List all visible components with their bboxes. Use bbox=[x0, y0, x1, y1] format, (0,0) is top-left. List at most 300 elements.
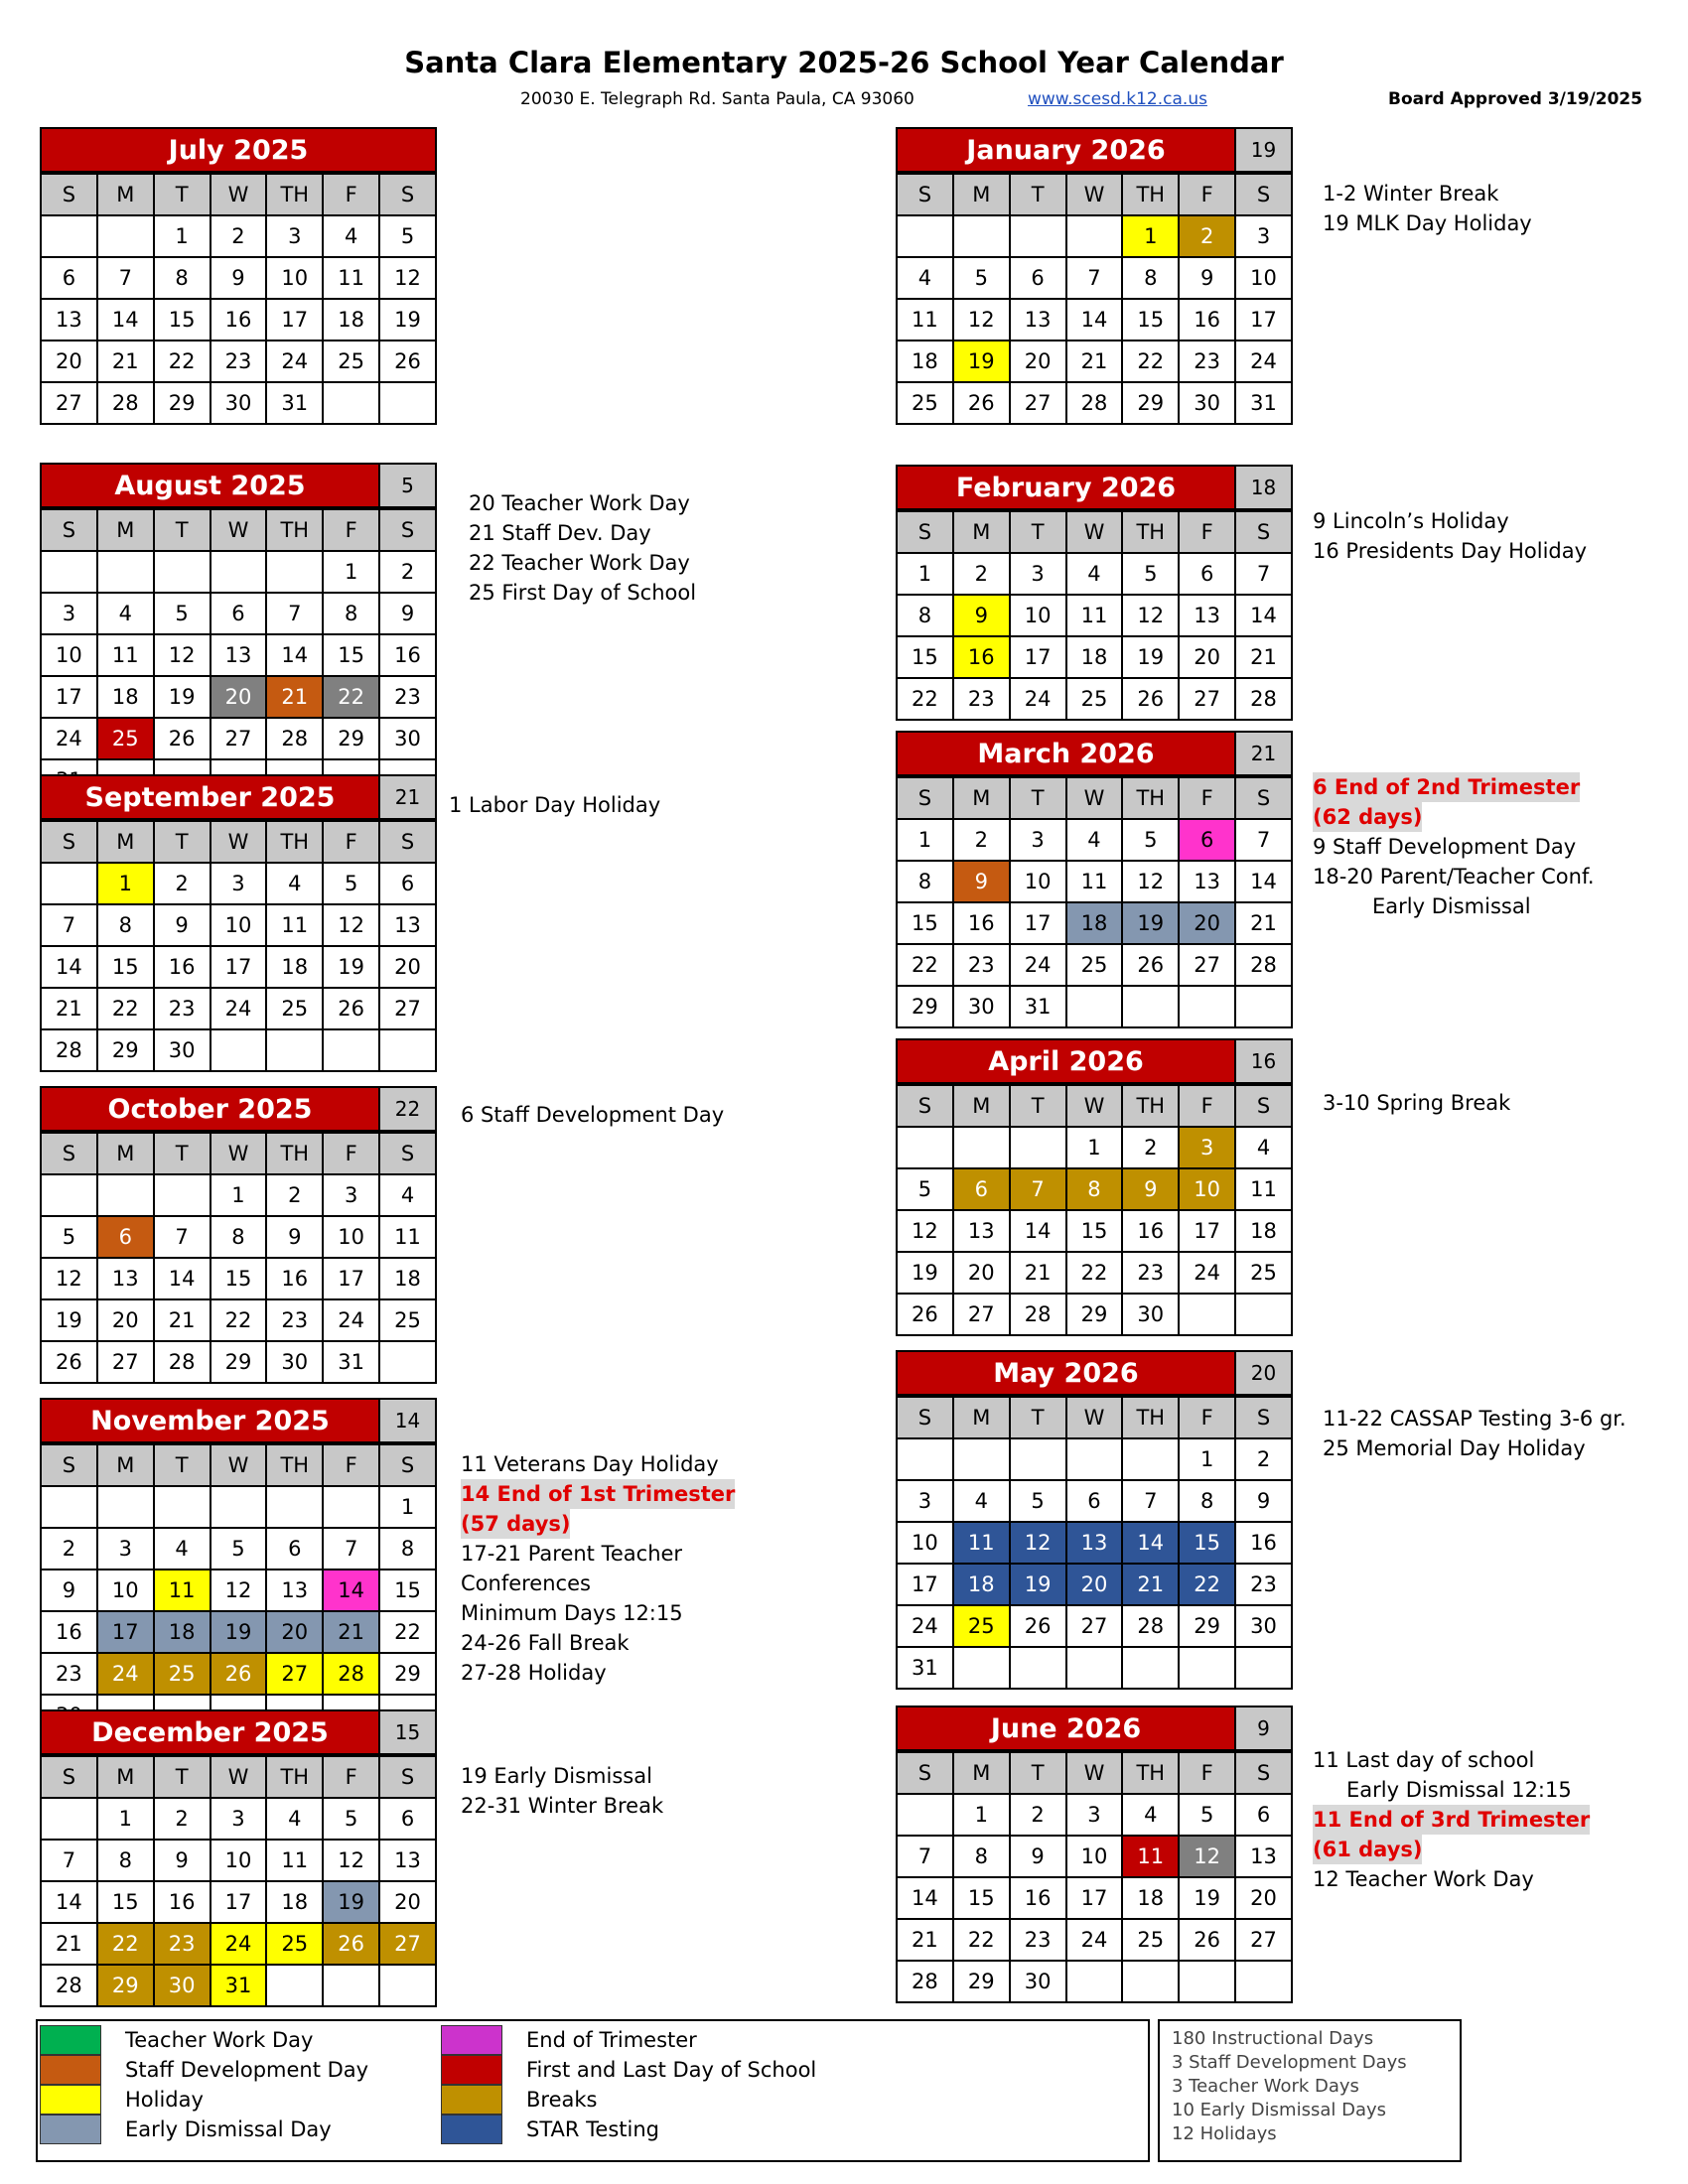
empty-cell bbox=[897, 215, 953, 257]
weekday-header: M bbox=[97, 509, 154, 551]
empty-cell bbox=[97, 1174, 154, 1216]
note-line: Early Dismissal bbox=[1372, 894, 1531, 918]
day-cell: 16 bbox=[154, 946, 211, 988]
day-cell: 28 bbox=[1235, 678, 1292, 720]
day-cell: 8 bbox=[211, 1216, 267, 1258]
weekday-header: F bbox=[1179, 511, 1235, 553]
empty-cell bbox=[211, 1486, 267, 1528]
weekday-header: TH bbox=[1122, 1085, 1179, 1127]
day-cell: 25 bbox=[1066, 678, 1123, 720]
day-cell: 29 bbox=[97, 1029, 154, 1071]
day-cell: 15 bbox=[897, 636, 953, 678]
day-cell: 17 bbox=[211, 1881, 267, 1923]
note-line: 12 Teacher Work Day bbox=[1313, 1867, 1534, 1891]
day-totals bbox=[1158, 2019, 1462, 2162]
day-cell: 19 bbox=[41, 1299, 97, 1341]
day-cell: 23 bbox=[953, 678, 1010, 720]
day-cell: 1 bbox=[379, 1486, 436, 1528]
day-cell: 17 bbox=[1010, 636, 1066, 678]
weekday-header: W bbox=[1066, 777, 1123, 819]
day-cell: 14 bbox=[897, 1877, 953, 1919]
day-cell: 25 bbox=[266, 1923, 323, 1965]
day-cell: 3 bbox=[1010, 819, 1066, 861]
day-cell: 8 bbox=[953, 1836, 1010, 1877]
empty-cell bbox=[1122, 1961, 1179, 2002]
day-cell: 10 bbox=[97, 1570, 154, 1611]
day-cell: 20 bbox=[97, 1299, 154, 1341]
month-title: April 2026 bbox=[896, 1038, 1236, 1084]
total-line: 3 Teacher Work Days bbox=[1172, 2076, 1359, 2097]
empty-cell bbox=[1179, 1647, 1235, 1689]
day-cell: 22 bbox=[379, 1611, 436, 1653]
day-cell: 30 bbox=[1010, 1961, 1066, 2002]
day-cell: 7 bbox=[1122, 1480, 1179, 1522]
weekday-header: F bbox=[323, 174, 379, 215]
weekday-header: M bbox=[953, 777, 1010, 819]
day-cell: 16 bbox=[379, 634, 436, 676]
day-cell: 14 bbox=[41, 946, 97, 988]
weekday-header: M bbox=[953, 174, 1010, 215]
month-grid bbox=[40, 1755, 437, 2007]
weekday-header: S bbox=[897, 1085, 953, 1127]
day-cell: 7 bbox=[1235, 819, 1292, 861]
note-line: 9 Staff Development Day bbox=[1313, 835, 1577, 859]
day-cell: 7 bbox=[154, 1216, 211, 1258]
board-approved-date: Board Approved 3/19/2025 bbox=[1388, 89, 1643, 109]
month-december-2025 bbox=[40, 1709, 437, 2007]
day-cell: 20 bbox=[1179, 636, 1235, 678]
weekday-header: TH bbox=[266, 174, 323, 215]
weekday-header: F bbox=[1179, 1085, 1235, 1127]
month-grid bbox=[896, 1396, 1293, 1690]
day-cell: 2 bbox=[154, 863, 211, 904]
day-cell: 27 bbox=[379, 1923, 436, 1965]
day-cell: 9 bbox=[154, 1840, 211, 1881]
day-cell: 18 bbox=[97, 676, 154, 718]
day-cell: 5 bbox=[211, 1528, 267, 1570]
day-cell: 9 bbox=[1235, 1480, 1292, 1522]
day-cell: 9 bbox=[1179, 257, 1235, 299]
weekday-header: S bbox=[41, 821, 97, 863]
day-cell: 19 bbox=[953, 341, 1010, 382]
notes-march bbox=[1313, 772, 1595, 921]
day-cell: 1 bbox=[211, 1174, 267, 1216]
weekday-header: S bbox=[379, 1756, 436, 1798]
month-title: November 2025 bbox=[40, 1398, 380, 1443]
day-cell: 14 bbox=[1235, 595, 1292, 636]
day-cell: 19 bbox=[154, 676, 211, 718]
day-cell: 29 bbox=[897, 986, 953, 1027]
weekday-header: S bbox=[379, 1444, 436, 1486]
day-cell: 25 bbox=[323, 341, 379, 382]
day-cell: 27 bbox=[379, 988, 436, 1029]
day-cell: 19 bbox=[211, 1611, 267, 1653]
empty-cell bbox=[266, 1965, 323, 2006]
weekday-header: S bbox=[41, 1444, 97, 1486]
day-cell: 29 bbox=[1122, 382, 1179, 424]
day-cell: 14 bbox=[323, 1570, 379, 1611]
day-cell: 11 bbox=[1235, 1168, 1292, 1210]
day-cell: 16 bbox=[953, 902, 1010, 944]
day-cell: 7 bbox=[41, 904, 97, 946]
day-cell: 24 bbox=[41, 718, 97, 759]
instructional-day-count: 22 bbox=[380, 1086, 437, 1132]
day-cell: 20 bbox=[266, 1611, 323, 1653]
legend-item bbox=[40, 2115, 332, 2144]
notes-april bbox=[1323, 1088, 1510, 1118]
weekday-header: TH bbox=[1122, 174, 1179, 215]
day-cell: 15 bbox=[1179, 1522, 1235, 1564]
day-cell: 29 bbox=[211, 1341, 267, 1383]
weekday-header: T bbox=[154, 509, 211, 551]
day-cell: 26 bbox=[379, 341, 436, 382]
day-cell: 12 bbox=[1122, 595, 1179, 636]
weekday-header: M bbox=[953, 1085, 1010, 1127]
day-cell: 9 bbox=[1010, 1836, 1066, 1877]
day-cell: 6 bbox=[41, 257, 97, 299]
day-cell: 11 bbox=[154, 1570, 211, 1611]
day-cell: 23 bbox=[211, 341, 267, 382]
weekday-header: F bbox=[323, 509, 379, 551]
empty-cell bbox=[897, 1127, 953, 1168]
weekday-header: W bbox=[211, 1133, 267, 1174]
day-cell: 22 bbox=[1066, 1252, 1123, 1294]
day-cell: 16 bbox=[1122, 1210, 1179, 1252]
day-cell: 23 bbox=[1122, 1252, 1179, 1294]
month-grid bbox=[896, 1084, 1293, 1336]
day-cell: 9 bbox=[1122, 1168, 1179, 1210]
day-cell: 25 bbox=[154, 1653, 211, 1695]
day-cell: 13 bbox=[211, 634, 267, 676]
day-cell: 6 bbox=[1179, 553, 1235, 595]
empty-cell bbox=[1235, 986, 1292, 1027]
legend-label: First and Last Day of School bbox=[526, 2058, 817, 2082]
note-line: 17-21 Parent Teacher bbox=[461, 1542, 683, 1566]
day-cell: 12 bbox=[211, 1570, 267, 1611]
day-cell: 21 bbox=[1235, 902, 1292, 944]
website-link[interactable]: www.scesd.k12.ca.us bbox=[1028, 89, 1207, 109]
empty-cell bbox=[1010, 215, 1066, 257]
day-cell: 13 bbox=[379, 1840, 436, 1881]
day-cell: 25 bbox=[266, 988, 323, 1029]
month-may-2026 bbox=[896, 1350, 1293, 1690]
day-cell: 21 bbox=[41, 1923, 97, 1965]
month-title: March 2026 bbox=[896, 731, 1236, 776]
empty-cell bbox=[266, 1486, 323, 1528]
day-cell: 21 bbox=[1235, 636, 1292, 678]
day-cell: 15 bbox=[97, 1881, 154, 1923]
month-title: June 2026 bbox=[896, 1706, 1236, 1751]
day-cell: 14 bbox=[1066, 299, 1123, 341]
empty-cell bbox=[1066, 1438, 1123, 1480]
day-cell: 1 bbox=[953, 1794, 1010, 1836]
day-cell: 3 bbox=[323, 1174, 379, 1216]
day-cell: 8 bbox=[323, 593, 379, 634]
day-cell: 26 bbox=[323, 988, 379, 1029]
month-april-2026 bbox=[896, 1038, 1293, 1336]
note-line: 22-31 Winter Break bbox=[461, 1794, 664, 1818]
weekday-header: W bbox=[211, 1444, 267, 1486]
instructional-day-count: 9 bbox=[1236, 1706, 1293, 1751]
day-cell: 5 bbox=[323, 1798, 379, 1840]
day-cell: 24 bbox=[1235, 341, 1292, 382]
day-cell: 16 bbox=[211, 299, 267, 341]
day-cell: 6 bbox=[266, 1528, 323, 1570]
day-cell: 29 bbox=[379, 1653, 436, 1695]
weekday-header: TH bbox=[266, 509, 323, 551]
instructional-day-count: 20 bbox=[1236, 1350, 1293, 1396]
day-cell: 29 bbox=[323, 718, 379, 759]
day-cell: 23 bbox=[953, 944, 1010, 986]
weekday-header: TH bbox=[266, 1756, 323, 1798]
day-cell: 16 bbox=[953, 636, 1010, 678]
day-cell: 8 bbox=[1179, 1480, 1235, 1522]
month-title: May 2026 bbox=[896, 1350, 1236, 1396]
note-line: 25 Memorial Day Holiday bbox=[1323, 1436, 1586, 1460]
weekday-header: S bbox=[897, 1752, 953, 1794]
day-cell: 19 bbox=[323, 1881, 379, 1923]
day-cell: 28 bbox=[1122, 1605, 1179, 1647]
note-line: 18-20 Parent/Teacher Conf. bbox=[1313, 865, 1595, 888]
total-line: 10 Early Dismissal Days bbox=[1172, 2100, 1387, 2120]
legend-label: STAR Testing bbox=[526, 2117, 659, 2141]
day-cell: 1 bbox=[897, 553, 953, 595]
legend-swatch bbox=[40, 2055, 101, 2085]
day-cell: 23 bbox=[154, 1923, 211, 1965]
note-line: 11 Veterans Day Holiday bbox=[461, 1452, 719, 1476]
weekday-header: F bbox=[1179, 1752, 1235, 1794]
day-cell: 27 bbox=[97, 1341, 154, 1383]
month-grid bbox=[40, 173, 437, 425]
day-cell: 23 bbox=[1010, 1919, 1066, 1961]
day-cell: 24 bbox=[97, 1653, 154, 1695]
day-cell: 10 bbox=[323, 1216, 379, 1258]
day-cell: 4 bbox=[897, 257, 953, 299]
weekday-header: W bbox=[211, 174, 267, 215]
day-cell: 17 bbox=[1179, 1210, 1235, 1252]
day-cell: 1 bbox=[1122, 215, 1179, 257]
empty-cell bbox=[953, 1438, 1010, 1480]
weekday-header: F bbox=[323, 1133, 379, 1174]
day-cell: 17 bbox=[1235, 299, 1292, 341]
note-line: 16 Presidents Day Holiday bbox=[1313, 539, 1588, 563]
day-cell: 12 bbox=[379, 257, 436, 299]
month-title: October 2025 bbox=[40, 1086, 380, 1132]
day-cell: 18 bbox=[154, 1611, 211, 1653]
page-title: Santa Clara Elementary 2025-26 School Year Calendar bbox=[404, 46, 1284, 79]
day-cell: 2 bbox=[41, 1528, 97, 1570]
weekday-header: TH bbox=[266, 1133, 323, 1174]
day-cell: 13 bbox=[1066, 1522, 1123, 1564]
empty-cell bbox=[379, 1965, 436, 2006]
weekday-header: S bbox=[1235, 777, 1292, 819]
day-cell: 13 bbox=[97, 1258, 154, 1299]
day-cell: 17 bbox=[41, 676, 97, 718]
day-cell: 26 bbox=[1179, 1919, 1235, 1961]
day-cell: 5 bbox=[154, 593, 211, 634]
day-cell: 20 bbox=[1066, 1564, 1123, 1605]
note-line: Conferences bbox=[461, 1571, 591, 1595]
empty-cell bbox=[1122, 1647, 1179, 1689]
day-cell: 3 bbox=[1066, 1794, 1123, 1836]
day-cell: 9 bbox=[953, 595, 1010, 636]
day-cell: 10 bbox=[1010, 595, 1066, 636]
day-cell: 21 bbox=[323, 1611, 379, 1653]
day-cell: 28 bbox=[1066, 382, 1123, 424]
weekday-header: TH bbox=[1122, 1752, 1179, 1794]
day-cell: 22 bbox=[97, 988, 154, 1029]
day-cell: 12 bbox=[953, 299, 1010, 341]
weekday-header: T bbox=[154, 1756, 211, 1798]
empty-cell bbox=[154, 1486, 211, 1528]
day-cell: 12 bbox=[897, 1210, 953, 1252]
month-title: January 2026 bbox=[896, 127, 1236, 173]
day-cell: 29 bbox=[97, 1965, 154, 2006]
day-cell: 30 bbox=[154, 1965, 211, 2006]
note-line: 1 Labor Day Holiday bbox=[449, 793, 661, 817]
empty-cell bbox=[1122, 1438, 1179, 1480]
day-cell: 19 bbox=[897, 1252, 953, 1294]
day-cell: 3 bbox=[97, 1528, 154, 1570]
day-cell: 24 bbox=[1066, 1919, 1123, 1961]
day-cell: 17 bbox=[1010, 902, 1066, 944]
day-cell: 23 bbox=[1179, 341, 1235, 382]
note-line: 27-28 Holiday bbox=[461, 1661, 607, 1685]
day-cell: 21 bbox=[1066, 341, 1123, 382]
note-line: 21 Staff Dev. Day bbox=[469, 521, 651, 545]
legend-item bbox=[40, 2025, 313, 2055]
day-cell: 7 bbox=[266, 593, 323, 634]
day-cell: 7 bbox=[897, 1836, 953, 1877]
instructional-day-count: 15 bbox=[380, 1709, 437, 1755]
day-cell: 13 bbox=[1010, 299, 1066, 341]
instructional-day-count: 16 bbox=[1236, 1038, 1293, 1084]
month-grid bbox=[896, 173, 1293, 425]
day-cell: 12 bbox=[41, 1258, 97, 1299]
day-cell: 22 bbox=[1122, 341, 1179, 382]
empty-cell bbox=[323, 1029, 379, 1071]
day-cell: 11 bbox=[1066, 861, 1123, 902]
day-cell: 10 bbox=[266, 257, 323, 299]
legend-item bbox=[40, 2055, 368, 2085]
day-cell: 9 bbox=[41, 1570, 97, 1611]
empty-cell bbox=[211, 1029, 267, 1071]
day-cell: 24 bbox=[1179, 1252, 1235, 1294]
day-cell: 11 bbox=[266, 1840, 323, 1881]
weekday-header: S bbox=[41, 509, 97, 551]
day-cell: 7 bbox=[1010, 1168, 1066, 1210]
month-title: February 2026 bbox=[896, 465, 1236, 510]
notes-january bbox=[1323, 179, 1532, 238]
notes-may bbox=[1323, 1404, 1626, 1463]
empty-cell bbox=[41, 863, 97, 904]
empty-cell bbox=[323, 1965, 379, 2006]
weekday-header: S bbox=[41, 174, 97, 215]
empty-cell bbox=[266, 1029, 323, 1071]
note-line: Early Dismissal 12:15 bbox=[1346, 1778, 1572, 1802]
note-line: 11-22 CASSAP Testing 3-6 gr. bbox=[1323, 1407, 1626, 1431]
day-cell: 21 bbox=[266, 676, 323, 718]
day-cell: 17 bbox=[211, 946, 267, 988]
weekday-header: S bbox=[897, 511, 953, 553]
day-cell: 14 bbox=[266, 634, 323, 676]
day-cell: 30 bbox=[1122, 1294, 1179, 1335]
day-cell: 4 bbox=[266, 863, 323, 904]
day-cell: 18 bbox=[379, 1258, 436, 1299]
day-cell: 10 bbox=[211, 904, 267, 946]
day-cell: 6 bbox=[211, 593, 267, 634]
day-cell: 24 bbox=[323, 1299, 379, 1341]
day-cell: 6 bbox=[1066, 1480, 1123, 1522]
end-of-trimester-note: 6 End of 2nd Trimester bbox=[1313, 772, 1580, 802]
day-cell: 19 bbox=[1010, 1564, 1066, 1605]
day-cell: 22 bbox=[1179, 1564, 1235, 1605]
note-line: 19 MLK Day Holiday bbox=[1323, 211, 1532, 235]
day-cell: 14 bbox=[97, 299, 154, 341]
weekday-header: T bbox=[154, 1133, 211, 1174]
legend-label: Holiday bbox=[125, 2088, 204, 2112]
day-cell: 11 bbox=[1122, 1836, 1179, 1877]
day-cell: 6 bbox=[379, 863, 436, 904]
empty-cell bbox=[266, 551, 323, 593]
day-cell: 25 bbox=[1066, 944, 1123, 986]
day-cell: 5 bbox=[323, 863, 379, 904]
day-cell: 25 bbox=[379, 1299, 436, 1341]
empty-cell bbox=[1066, 986, 1123, 1027]
day-cell: 8 bbox=[1066, 1168, 1123, 1210]
day-cell: 12 bbox=[323, 1840, 379, 1881]
month-october-2025 bbox=[40, 1086, 437, 1384]
day-cell: 24 bbox=[266, 341, 323, 382]
day-cell: 1 bbox=[97, 1798, 154, 1840]
day-cell: 11 bbox=[323, 257, 379, 299]
day-cell: 18 bbox=[897, 341, 953, 382]
day-cell: 7 bbox=[97, 257, 154, 299]
weekday-header: W bbox=[1066, 174, 1123, 215]
day-cell: 8 bbox=[154, 257, 211, 299]
weekday-header: S bbox=[1235, 1085, 1292, 1127]
weekday-header: W bbox=[211, 821, 267, 863]
notes-october bbox=[461, 1100, 724, 1130]
day-cell: 8 bbox=[379, 1528, 436, 1570]
weekday-header: M bbox=[97, 1133, 154, 1174]
day-cell: 25 bbox=[897, 382, 953, 424]
day-cell: 15 bbox=[379, 1570, 436, 1611]
empty-cell bbox=[379, 1029, 436, 1071]
day-cell: 21 bbox=[1010, 1252, 1066, 1294]
weekday-header: T bbox=[1010, 1752, 1066, 1794]
day-cell: 24 bbox=[897, 1605, 953, 1647]
day-cell: 23 bbox=[154, 988, 211, 1029]
day-cell: 26 bbox=[1122, 944, 1179, 986]
day-cell: 31 bbox=[1010, 986, 1066, 1027]
empty-cell bbox=[1235, 1961, 1292, 2002]
legend-label: Early Dismissal Day bbox=[125, 2117, 332, 2141]
day-cell: 9 bbox=[379, 593, 436, 634]
day-cell: 18 bbox=[953, 1564, 1010, 1605]
day-cell: 28 bbox=[97, 382, 154, 424]
empty-cell bbox=[41, 215, 97, 257]
note-line: 25 First Day of School bbox=[469, 581, 697, 605]
day-cell: 26 bbox=[897, 1294, 953, 1335]
day-cell: 29 bbox=[1066, 1294, 1123, 1335]
day-cell: 19 bbox=[379, 299, 436, 341]
month-january-2026 bbox=[896, 127, 1293, 425]
day-cell: 2 bbox=[1235, 1438, 1292, 1480]
month-grid bbox=[896, 510, 1293, 721]
day-cell: 14 bbox=[1010, 1210, 1066, 1252]
month-grid bbox=[896, 776, 1293, 1028]
